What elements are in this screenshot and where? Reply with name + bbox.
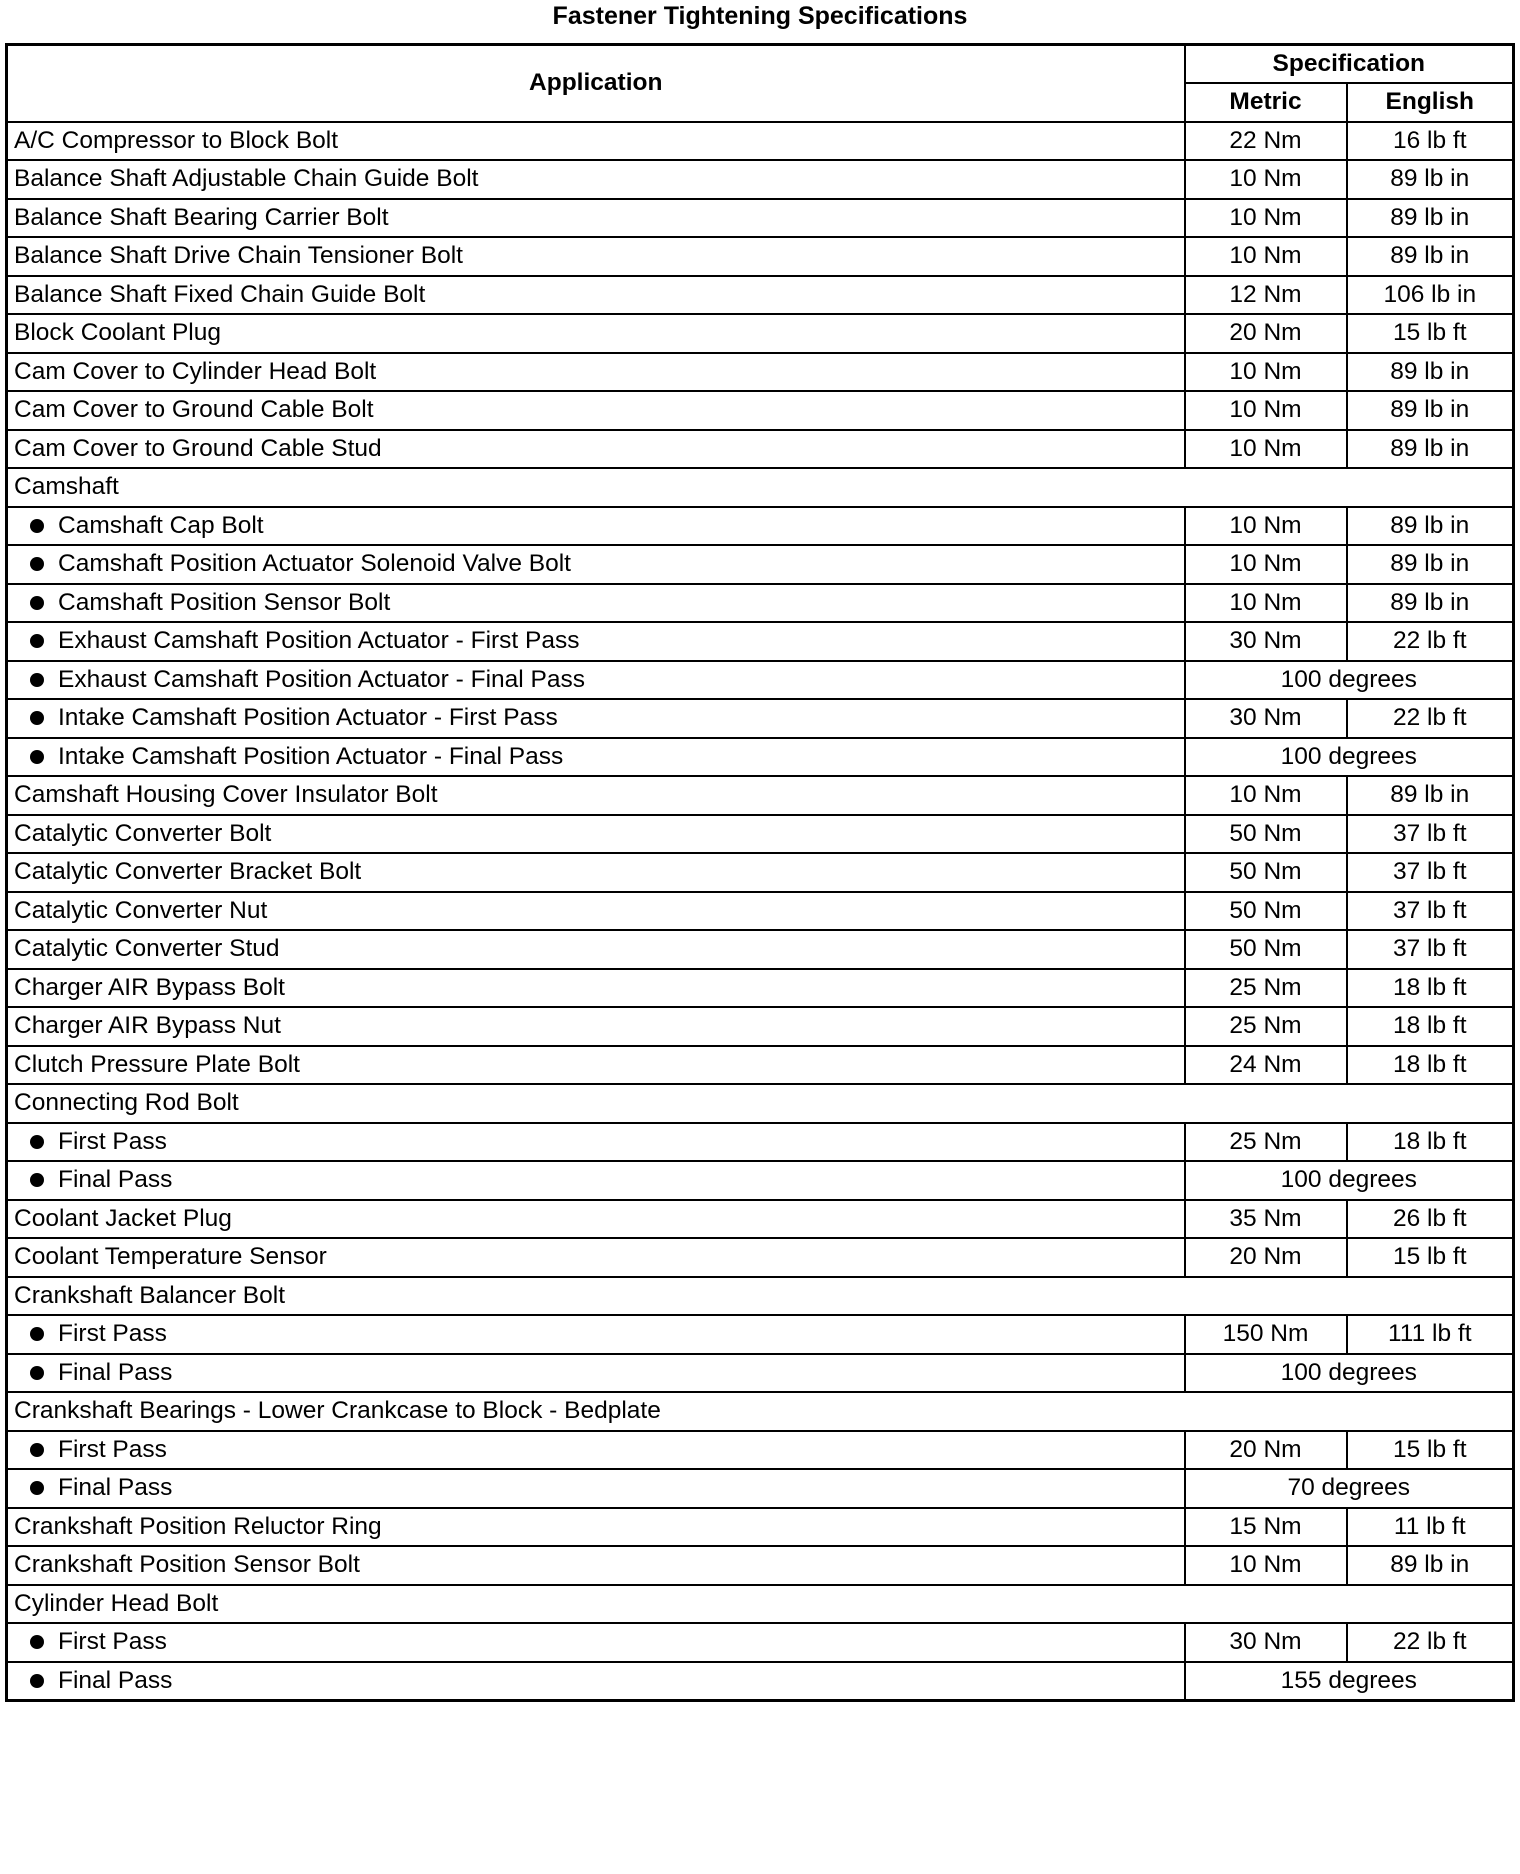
english-value-cell: 89 lb in bbox=[1347, 199, 1514, 238]
application-label: Final Pass bbox=[58, 1666, 173, 1694]
english-value-cell: 89 lb in bbox=[1347, 160, 1514, 199]
application-label: Crankshaft Position Reluctor Ring bbox=[14, 1512, 382, 1540]
table-row bbox=[7, 314, 1514, 353]
table-row bbox=[7, 160, 1514, 199]
application-cell bbox=[7, 1046, 1185, 1085]
bullet-icon bbox=[30, 1674, 44, 1688]
application-label: Charger AIR Bypass Bolt bbox=[14, 973, 285, 1001]
metric-value-cell: 20 Nm bbox=[1185, 1431, 1347, 1470]
english-value-cell: 37 lb ft bbox=[1347, 930, 1514, 969]
english-value-cell: 89 lb in bbox=[1347, 353, 1514, 392]
application-label: Final Pass bbox=[58, 1358, 173, 1386]
application-label: Catalytic Converter Stud bbox=[14, 935, 280, 963]
table-row bbox=[7, 1623, 1514, 1662]
english-value-cell: 18 lb ft bbox=[1347, 1007, 1514, 1046]
application-cell bbox=[7, 1585, 1514, 1624]
application-label: Crankshaft Position Sensor Bolt bbox=[14, 1551, 360, 1579]
bullet-icon bbox=[30, 1481, 44, 1495]
specification-header: Specification bbox=[1185, 45, 1514, 84]
table-row bbox=[7, 1315, 1514, 1354]
application-cell bbox=[7, 314, 1185, 353]
application-label: Balance Shaft Fixed Chain Guide Bolt bbox=[14, 280, 426, 308]
table-row bbox=[7, 930, 1514, 969]
application-label: Block Coolant Plug bbox=[14, 319, 222, 347]
application-cell bbox=[7, 1623, 1185, 1662]
application-label: Coolant Jacket Plug bbox=[14, 1204, 232, 1232]
application-label: Catalytic Converter Bracket Bolt bbox=[14, 858, 362, 886]
metric-value-cell: 10 Nm bbox=[1185, 430, 1347, 469]
metric-value-cell: 30 Nm bbox=[1185, 1623, 1347, 1662]
metric-value-cell: 10 Nm bbox=[1185, 199, 1347, 238]
table-row bbox=[7, 1585, 1514, 1624]
english-value-cell: 11 lb ft bbox=[1347, 1508, 1514, 1547]
application-cell bbox=[7, 892, 1185, 931]
application-cell bbox=[7, 199, 1185, 238]
metric-value-cell: 30 Nm bbox=[1185, 622, 1347, 661]
metric-value-cell: 25 Nm bbox=[1185, 1123, 1347, 1162]
table-row bbox=[7, 1277, 1514, 1316]
table-row bbox=[7, 1546, 1514, 1585]
english-value-cell: 111 lb ft bbox=[1347, 1315, 1514, 1354]
application-cell bbox=[7, 507, 1185, 546]
application-cell bbox=[7, 391, 1185, 430]
table-row bbox=[7, 1469, 1514, 1508]
metric-value-cell: 50 Nm bbox=[1185, 815, 1347, 854]
application-cell bbox=[7, 237, 1185, 276]
metric-value-cell: 10 Nm bbox=[1185, 237, 1347, 276]
table-row bbox=[7, 122, 1514, 161]
table-row bbox=[7, 468, 1514, 507]
application-cell bbox=[7, 853, 1185, 892]
table-row bbox=[7, 969, 1514, 1008]
bullet-icon bbox=[30, 711, 44, 725]
english-value-cell: 16 lb ft bbox=[1347, 122, 1514, 161]
metric-value-cell: 20 Nm bbox=[1185, 1238, 1347, 1277]
application-label: Exhaust Camshaft Position Actuator - First Pass bbox=[58, 627, 580, 655]
english-value-cell: 18 lb ft bbox=[1347, 1123, 1514, 1162]
application-cell bbox=[7, 661, 1185, 700]
application-cell bbox=[7, 1508, 1185, 1547]
metric-value-cell: 150 Nm bbox=[1185, 1315, 1347, 1354]
english-value-cell: 15 lb ft bbox=[1347, 1431, 1514, 1470]
metric-value-cell: 30 Nm bbox=[1185, 699, 1347, 738]
application-cell bbox=[7, 468, 1514, 507]
table-row bbox=[7, 1662, 1514, 1701]
application-label: First Pass bbox=[58, 1628, 167, 1656]
bullet-icon bbox=[30, 1135, 44, 1149]
application-label: Camshaft bbox=[14, 473, 119, 501]
application-cell bbox=[7, 276, 1185, 315]
application-label: Exhaust Camshaft Position Actuator - Final Pass bbox=[58, 665, 585, 693]
page-title: Fastener Tightening Specifications bbox=[552, 2, 968, 30]
table-row bbox=[7, 1238, 1514, 1277]
application-label: A/C Compressor to Block Bolt bbox=[14, 126, 339, 154]
table-row bbox=[7, 1392, 1514, 1431]
english-value-cell: 89 lb in bbox=[1347, 430, 1514, 469]
english-value-cell: 15 lb ft bbox=[1347, 314, 1514, 353]
angle-value-cell: 100 degrees bbox=[1185, 661, 1514, 700]
english-value-cell: 89 lb in bbox=[1347, 391, 1514, 430]
application-label: Intake Camshaft Position Actuator - First Pass bbox=[58, 704, 558, 732]
application-cell bbox=[7, 122, 1185, 161]
metric-value-cell: 10 Nm bbox=[1185, 507, 1347, 546]
application-label: Camshaft Position Actuator Solenoid Valve Bolt bbox=[58, 550, 571, 578]
spec-table bbox=[5, 43, 1515, 1702]
application-cell bbox=[7, 776, 1185, 815]
application-cell bbox=[7, 1431, 1185, 1470]
english-value-cell: 37 lb ft bbox=[1347, 892, 1514, 931]
application-label: Catalytic Converter Bolt bbox=[14, 819, 272, 847]
english-header: English bbox=[1347, 83, 1514, 122]
table-row bbox=[7, 815, 1514, 854]
table-row bbox=[7, 661, 1514, 700]
metric-value-cell: 12 Nm bbox=[1185, 276, 1347, 315]
application-cell bbox=[7, 584, 1185, 623]
application-label: Balance Shaft Adjustable Chain Guide Bolt bbox=[14, 165, 479, 193]
application-cell bbox=[7, 1161, 1185, 1200]
application-cell bbox=[7, 1007, 1185, 1046]
english-value-cell: 22 lb ft bbox=[1347, 622, 1514, 661]
english-value-cell: 89 lb in bbox=[1347, 1546, 1514, 1585]
application-label: Final Pass bbox=[58, 1166, 173, 1194]
table-row bbox=[7, 391, 1514, 430]
table-row bbox=[7, 1007, 1514, 1046]
table-row bbox=[7, 276, 1514, 315]
application-label: Cam Cover to Cylinder Head Bolt bbox=[14, 357, 377, 385]
application-cell bbox=[7, 1469, 1185, 1508]
table-row bbox=[7, 1046, 1514, 1085]
application-cell bbox=[7, 1662, 1185, 1701]
application-label: Cylinder Head Bolt bbox=[14, 1589, 219, 1617]
application-cell bbox=[7, 969, 1185, 1008]
application-label: Cam Cover to Ground Cable Stud bbox=[14, 434, 382, 462]
table-row bbox=[7, 584, 1514, 623]
table-row bbox=[7, 1508, 1514, 1547]
application-label: Camshaft Position Sensor Bolt bbox=[58, 588, 391, 616]
application-cell bbox=[7, 160, 1185, 199]
english-value-cell: 89 lb in bbox=[1347, 776, 1514, 815]
application-cell bbox=[7, 430, 1185, 469]
metric-value-cell: 25 Nm bbox=[1185, 1007, 1347, 1046]
metric-value-cell: 35 Nm bbox=[1185, 1200, 1347, 1239]
metric-value-cell: 10 Nm bbox=[1185, 584, 1347, 623]
bullet-icon bbox=[30, 1443, 44, 1457]
bullet-icon bbox=[30, 1366, 44, 1380]
table-row bbox=[7, 699, 1514, 738]
application-cell bbox=[7, 1277, 1514, 1316]
table-row bbox=[7, 1354, 1514, 1393]
english-value-cell: 18 lb ft bbox=[1347, 1046, 1514, 1085]
bullet-icon bbox=[30, 519, 44, 533]
english-value-cell: 37 lb ft bbox=[1347, 853, 1514, 892]
metric-value-cell: 25 Nm bbox=[1185, 969, 1347, 1008]
bullet-icon bbox=[30, 1173, 44, 1187]
application-label: Balance Shaft Bearing Carrier Bolt bbox=[14, 203, 389, 231]
english-value-cell: 18 lb ft bbox=[1347, 969, 1514, 1008]
application-label: Clutch Pressure Plate Bolt bbox=[14, 1050, 300, 1078]
application-cell bbox=[7, 699, 1185, 738]
table-row bbox=[7, 545, 1514, 584]
english-value-cell: 22 lb ft bbox=[1347, 699, 1514, 738]
application-label: Charger AIR Bypass Nut bbox=[14, 1012, 281, 1040]
metric-value-cell: 20 Nm bbox=[1185, 314, 1347, 353]
application-cell bbox=[7, 1315, 1185, 1354]
metric-value-cell: 10 Nm bbox=[1185, 160, 1347, 199]
metric-value-cell: 10 Nm bbox=[1185, 545, 1347, 584]
metric-value-cell: 10 Nm bbox=[1185, 391, 1347, 430]
table-row bbox=[7, 353, 1514, 392]
application-cell bbox=[7, 1084, 1514, 1123]
application-label: Connecting Rod Bolt bbox=[14, 1089, 239, 1117]
metric-header: Metric bbox=[1185, 83, 1347, 122]
application-label: Cam Cover to Ground Cable Bolt bbox=[14, 396, 374, 424]
application-cell bbox=[7, 930, 1185, 969]
bullet-icon bbox=[30, 673, 44, 687]
table-row bbox=[7, 738, 1514, 777]
application-cell bbox=[7, 815, 1185, 854]
angle-value-cell: 155 degrees bbox=[1185, 1662, 1514, 1701]
table-row bbox=[7, 237, 1514, 276]
application-label: Coolant Temperature Sensor bbox=[14, 1243, 327, 1271]
english-value-cell: 89 lb in bbox=[1347, 237, 1514, 276]
table-row bbox=[7, 1123, 1514, 1162]
table-row bbox=[7, 622, 1514, 661]
metric-value-cell: 15 Nm bbox=[1185, 1508, 1347, 1547]
table-row bbox=[7, 507, 1514, 546]
application-cell bbox=[7, 622, 1185, 661]
table-row bbox=[7, 430, 1514, 469]
application-label: Balance Shaft Drive Chain Tensioner Bolt bbox=[14, 242, 463, 270]
angle-value-cell: 100 degrees bbox=[1185, 1161, 1514, 1200]
application-label: Camshaft Housing Cover Insulator Bolt bbox=[14, 781, 438, 809]
application-cell bbox=[7, 1546, 1185, 1585]
application-label: First Pass bbox=[58, 1127, 167, 1155]
metric-value-cell: 24 Nm bbox=[1185, 1046, 1347, 1085]
application-cell bbox=[7, 353, 1185, 392]
metric-value-cell: 50 Nm bbox=[1185, 892, 1347, 931]
table-row bbox=[7, 776, 1514, 815]
bullet-icon bbox=[30, 634, 44, 648]
metric-value-cell: 22 Nm bbox=[1185, 122, 1347, 161]
english-value-cell: 89 lb in bbox=[1347, 507, 1514, 546]
angle-value-cell: 100 degrees bbox=[1185, 738, 1514, 777]
bullet-icon bbox=[30, 1327, 44, 1341]
application-header: Application bbox=[7, 45, 1185, 122]
application-label: Catalytic Converter Nut bbox=[14, 896, 268, 924]
application-label: Crankshaft Bearings - Lower Crankcase to Block - Bedplate bbox=[14, 1397, 661, 1425]
english-value-cell: 106 lb in bbox=[1347, 276, 1514, 315]
english-value-cell: 15 lb ft bbox=[1347, 1238, 1514, 1277]
table-row bbox=[7, 892, 1514, 931]
angle-value-cell: 100 degrees bbox=[1185, 1354, 1514, 1393]
application-label: Final Pass bbox=[58, 1474, 173, 1502]
english-value-cell: 22 lb ft bbox=[1347, 1623, 1514, 1662]
application-label: Intake Camshaft Position Actuator - Final Pass bbox=[58, 742, 564, 770]
metric-value-cell: 10 Nm bbox=[1185, 1546, 1347, 1585]
bullet-icon bbox=[30, 1635, 44, 1649]
spec-table-body bbox=[7, 122, 1514, 1701]
table-row bbox=[7, 1084, 1514, 1123]
application-label: First Pass bbox=[58, 1435, 167, 1463]
application-cell bbox=[7, 1354, 1185, 1393]
application-label: First Pass bbox=[58, 1320, 167, 1348]
english-value-cell: 26 lb ft bbox=[1347, 1200, 1514, 1239]
table-row bbox=[7, 1161, 1514, 1200]
bullet-icon bbox=[30, 750, 44, 764]
table-row bbox=[7, 853, 1514, 892]
application-cell bbox=[7, 1392, 1514, 1431]
table-row bbox=[7, 1431, 1514, 1470]
application-cell bbox=[7, 738, 1185, 777]
bullet-icon bbox=[30, 557, 44, 571]
metric-value-cell: 50 Nm bbox=[1185, 930, 1347, 969]
application-cell bbox=[7, 1200, 1185, 1239]
english-value-cell: 37 lb ft bbox=[1347, 815, 1514, 854]
bullet-icon bbox=[30, 596, 44, 610]
metric-value-cell: 50 Nm bbox=[1185, 853, 1347, 892]
metric-value-cell: 10 Nm bbox=[1185, 353, 1347, 392]
application-label: Crankshaft Balancer Bolt bbox=[14, 1281, 285, 1309]
angle-value-cell: 70 degrees bbox=[1185, 1469, 1514, 1508]
english-value-cell: 89 lb in bbox=[1347, 584, 1514, 623]
metric-value-cell: 10 Nm bbox=[1185, 776, 1347, 815]
table-row bbox=[7, 199, 1514, 238]
english-value-cell: 89 lb in bbox=[1347, 545, 1514, 584]
application-label: Camshaft Cap Bolt bbox=[58, 511, 264, 539]
application-cell bbox=[7, 1238, 1185, 1277]
application-cell bbox=[7, 1123, 1185, 1162]
table-row bbox=[7, 1200, 1514, 1239]
application-cell bbox=[7, 545, 1185, 584]
